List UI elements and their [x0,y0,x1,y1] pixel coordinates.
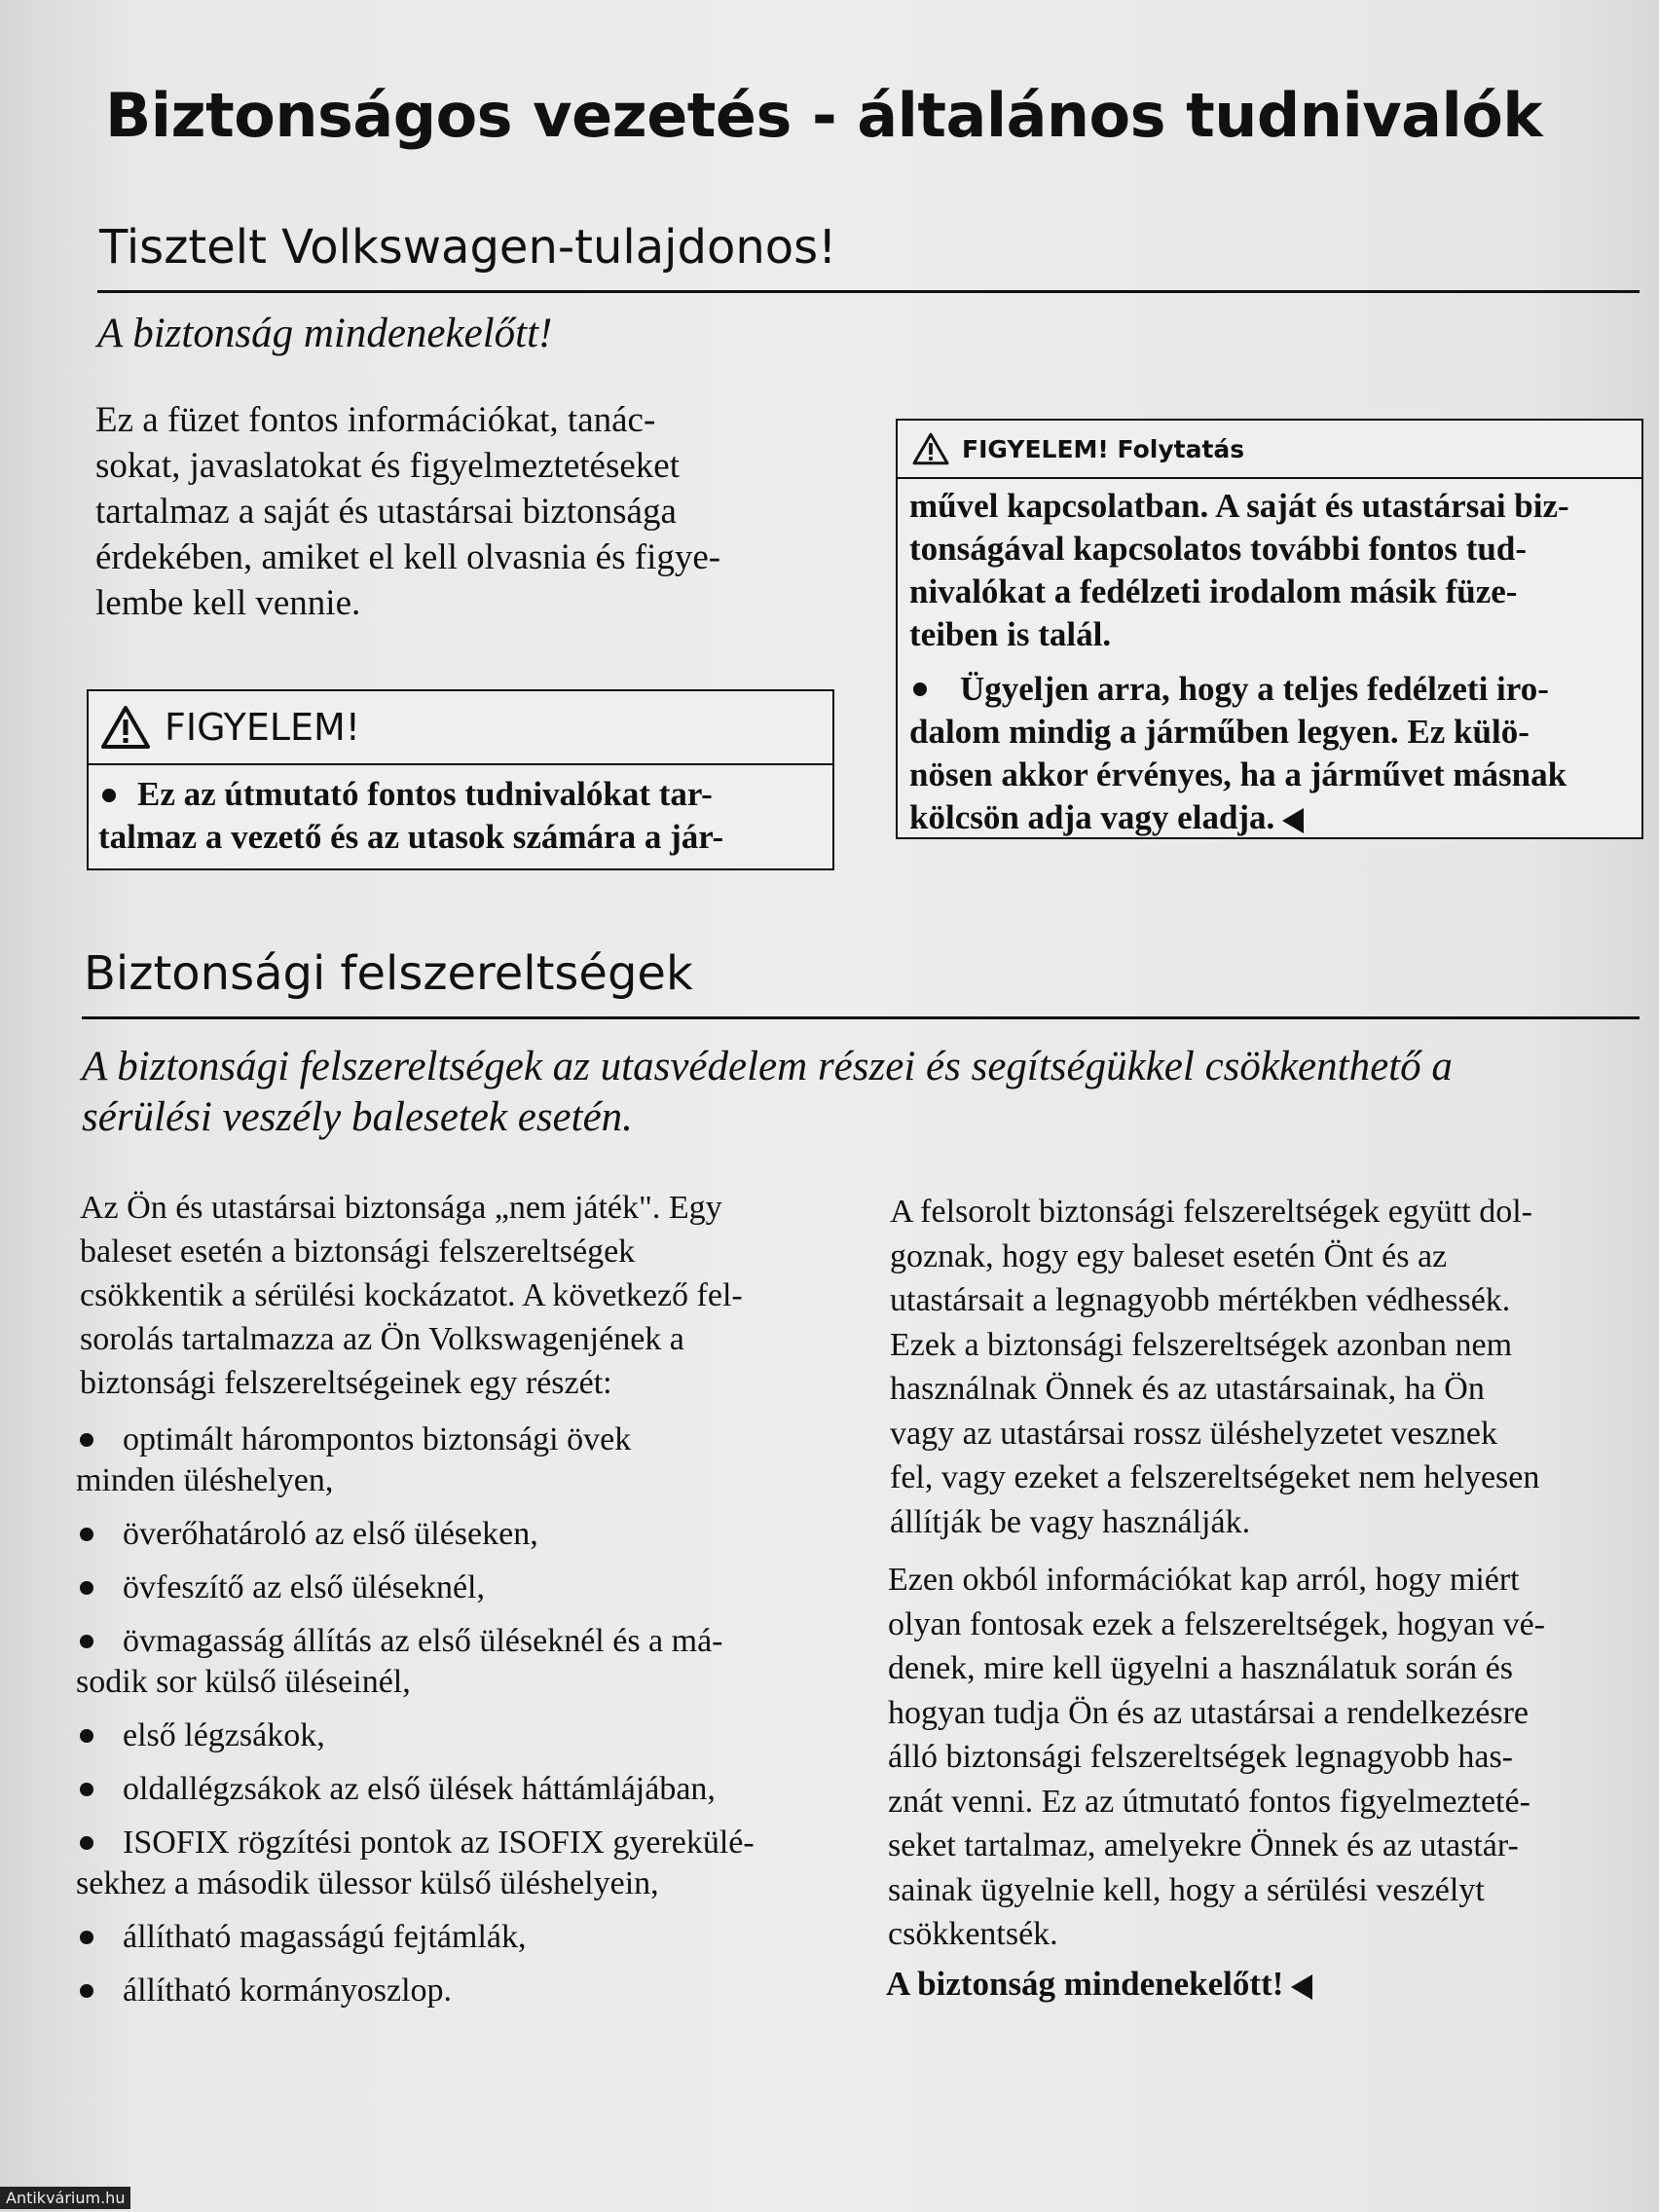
text-line: nivalókat a fedélzeti irodalom másik füze- [909,572,1518,610]
section-subtitle [82,1042,1453,1143]
list-item [76,1917,855,1958]
text-line: használnak Önnek és az utastársainak, ha Ön [890,1371,1485,1407]
text-line: állítható kormányoszlop. [123,1972,453,2009]
text-line: Ezen okból információkat kap arról, hogy miért [888,1562,1520,1598]
bullet [80,1581,93,1595]
text-line: tonságával kapcsolatos további fontos tud- [909,530,1527,568]
subtitle-line: A biztonsági felszereltségek az utasvédelem részei és segítségükkel csökkenthető a [82,1044,1453,1089]
text-line: Ez az útmutató fontos tudnivalókat tar- [137,775,713,813]
bullet [80,1984,93,1998]
bullet [80,1783,93,1796]
end-triangle-icon [1282,808,1304,833]
bullet [80,1635,93,1648]
text-line: Ezek a biztonsági felszereltségek azonban nem [890,1326,1513,1363]
text-line: optimált hárompontos biztonsági övek [123,1421,632,1457]
text-line: csökkentik a sérülési kockázatot. A következő fel- [80,1277,743,1313]
warning-text [89,765,832,859]
text-line-content: kölcsön adja vagy eladja. [909,798,1275,836]
text-line: znát venni. Ez az útmutató fontos figyelmezteté- [888,1783,1530,1820]
bullet [80,1836,93,1850]
section-heading-safety-equipment: Biztonsági felszereltségek [84,946,693,1001]
closing-line [886,1965,1312,2004]
text-line: olyan fontosak ezek a felszereltségek, hogyan vé- [888,1605,1545,1642]
list-item [76,1419,855,1501]
text-line: övmagasság állítás az első üléseknél és a má- [123,1623,723,1659]
warning-bullet-item [909,668,1641,839]
text-line: Ügyeljen arra, hogy a teljes fedélzeti iro- [960,670,1549,708]
text-line: oldallégzsákok az első ülések háttámlájában, [123,1771,716,1807]
warning-triangle-icon [100,705,151,750]
text-line [909,796,1641,839]
text-line: sainak ügyelnie kell, hogy a sérülési veszélyt [888,1871,1485,1908]
text-line: goznak, hogy egy baleset esetén Önt és az [890,1237,1448,1274]
text-line: csökkentsék. [888,1916,1058,1952]
bullet [80,1528,93,1541]
list-item [76,1567,855,1608]
section-heading-owner: Tisztelt Volkswagen-tulajdonos! [99,220,837,275]
text-line: Ez a füzet fontos információkat, tanác- [95,400,656,440]
text-line: sokat, javaslatokat és figyelmeztetéseket [95,446,680,486]
closing-text: A biztonság mindenekelőtt! [886,1965,1284,2003]
watermark: Antikvárium.hu [0,2187,130,2209]
section-rule [82,1016,1640,1019]
list-item [76,1514,855,1555]
text-line: Az Ön és utastársai biztonsága „nem játék". Egy [80,1190,722,1226]
text-line: baleset esetén a biztonsági felszereltségek [80,1234,636,1270]
subtitle-line: sérülési veszély balesetek esetén. [82,1094,633,1140]
text-line: tartalmaz a saját és utastársai biztonsága [95,492,677,532]
list-item [76,1715,855,1756]
end-triangle-icon [1291,1974,1312,2000]
section-rule [97,290,1640,293]
text-line: állítható magasságú fejtámlák, [123,1919,527,1955]
text-line: dalom mindig a járműben legyen. Ez külö- [909,713,1530,751]
text-line: överőhatároló az első üléseken, [123,1516,538,1552]
warning-continuation-box [896,419,1643,839]
text-line: fel, vagy ezeket a felszereltségeket nem helyesen [890,1459,1540,1495]
warning-label: FIGYELEM! [165,706,361,749]
safety-paragraph-1 [890,1190,1640,1544]
text-line: biztonsági felszereltségeinek egy részét: [80,1365,612,1401]
text-line: sekhez a második ülessor külső üléshelyein, [76,1865,659,1901]
text-line: A felsorolt biztonsági felszereltségek együtt dol- [890,1194,1532,1230]
warning-triangle-icon [911,432,950,465]
intro-paragraph [95,397,845,626]
list-item [76,1769,855,1810]
list-item [76,1971,855,2011]
safety-intro-paragraph [80,1186,849,1405]
text-line: álló biztonsági felszereltségek legnagyobb has- [888,1739,1513,1775]
text-line: állítják be vagy használják. [890,1503,1251,1540]
text-line: teiben is talál. [909,615,1112,653]
warning-continuation-header [898,421,1641,479]
text-line: nösen akkor érvényes, ha a járművet másnak [909,756,1567,793]
text-line: utastársait a legnagyobb mértékben védhessék. [890,1282,1511,1318]
warning-continuation-text [898,479,1641,839]
bullet [80,1729,93,1743]
text-line: denek, mire kell ügyelni a használatuk során és [888,1650,1513,1686]
text-line: ISOFIX rögzítési pontok az ISOFIX gyerekülé- [123,1825,755,1861]
text-line: sodik sor külső üléseinél, [76,1664,411,1700]
list-item [76,1823,855,1904]
text-line: hogyan tudja Ön és az utastársai a rendelkezésre [888,1694,1529,1731]
bullet [80,1433,93,1447]
bullet [80,1931,93,1944]
text-line: minden üléshelyen, [76,1462,334,1498]
text-line: seket tartalmaz, amelyekre Önnek és az utastár- [888,1827,1519,1863]
warning-continuation-label: FIGYELEM! Folytatás [962,434,1245,463]
list-item [76,1621,855,1703]
section-subtitle: A biztonság mindenekelőtt! [97,311,553,356]
text-line: övfeszítő az első üléseknél, [123,1569,485,1605]
text-line: sorolás tartalmazza az Ön Volkswagenjének a [80,1321,684,1357]
text-line: talmaz a vezető és az utasok számára a jár- [98,818,724,856]
safety-paragraph-2 [888,1558,1640,1957]
warning-header [89,691,832,765]
safety-equipment-list [76,1419,855,2024]
text-line: vagy az utastársai rossz üléshelyzetet vesznek [890,1415,1498,1452]
page-title: Biztonságos vezetés - általános tudnivalók [105,80,1543,151]
text-line: művel kapcsolatban. A saját és utastársai biz- [909,487,1569,525]
warning-box [87,689,834,870]
text-line: első légzsákok, [123,1717,325,1753]
text-line: érdekében, amiket el kell olvasnia és figye- [95,537,721,577]
text-line: lembe kell vennie. [95,583,361,623]
bullet [913,682,927,696]
bullet [102,789,116,802]
